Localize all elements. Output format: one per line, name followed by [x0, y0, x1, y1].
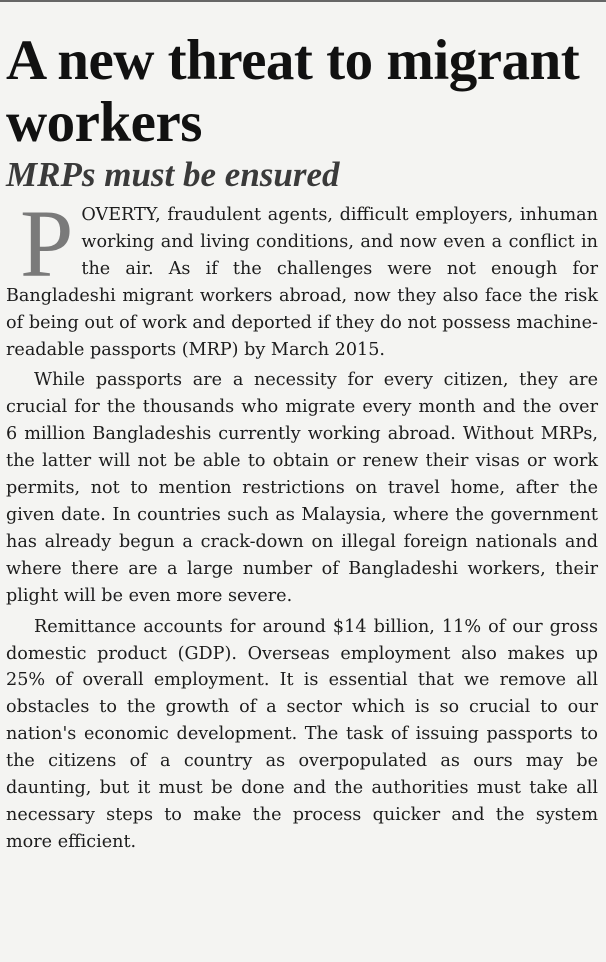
- article-paragraph-2: While passports are a necessity for every citizen, they are crucial for the thousands who migrate every month and the over 6 million Bangladeshis currently working abroad. Without MRPs, the latter will not be able to obtain or renew their visas or work permits, not to mention restrictions on travel home, after the given date. In countries such as Malaysia, where the government has already begun a crack-down on illegal foreign nationals and where there are a large number of Bangladeshi workers, their plight will be even more severe.: [6, 370, 598, 606]
- article-paragraph-3: Remittance accounts for around $14 billion, 11% of our gross domestic product (GDP). Overseas employment also makes up 25% of overall employment. It is essential that we remove all obstacles to the growth of a sector which is so crucial to our nation's economic development. The task of issuing passports to the citizens of a country as overpopulated as ours may be daunting, but it must be done and the authorities must take all necessary steps to make the process quicker and the system more efficient.: [6, 616, 598, 852]
- top-divider: [0, 0, 606, 2]
- article-headline: A new threat to migrant workers: [6, 29, 580, 154]
- article-paragraph-1: [6, 190, 598, 363]
- drop-cap: P: [20, 190, 74, 297]
- article-subheadline: MRPs must be ensured: [6, 155, 340, 194]
- article-body: [6, 190, 598, 856]
- paragraph-1-text: OVERTY, fraudulent agents, difficult employers, inhuman working and living conditions, and now even a conflict in the air. As if the challenges were not enough for Bangladeshi migrant workers abroad, now they also face the risk of being out of work and deported if they do not possess machine-readable passports (MRP) by March 2015.: [6, 205, 598, 360]
